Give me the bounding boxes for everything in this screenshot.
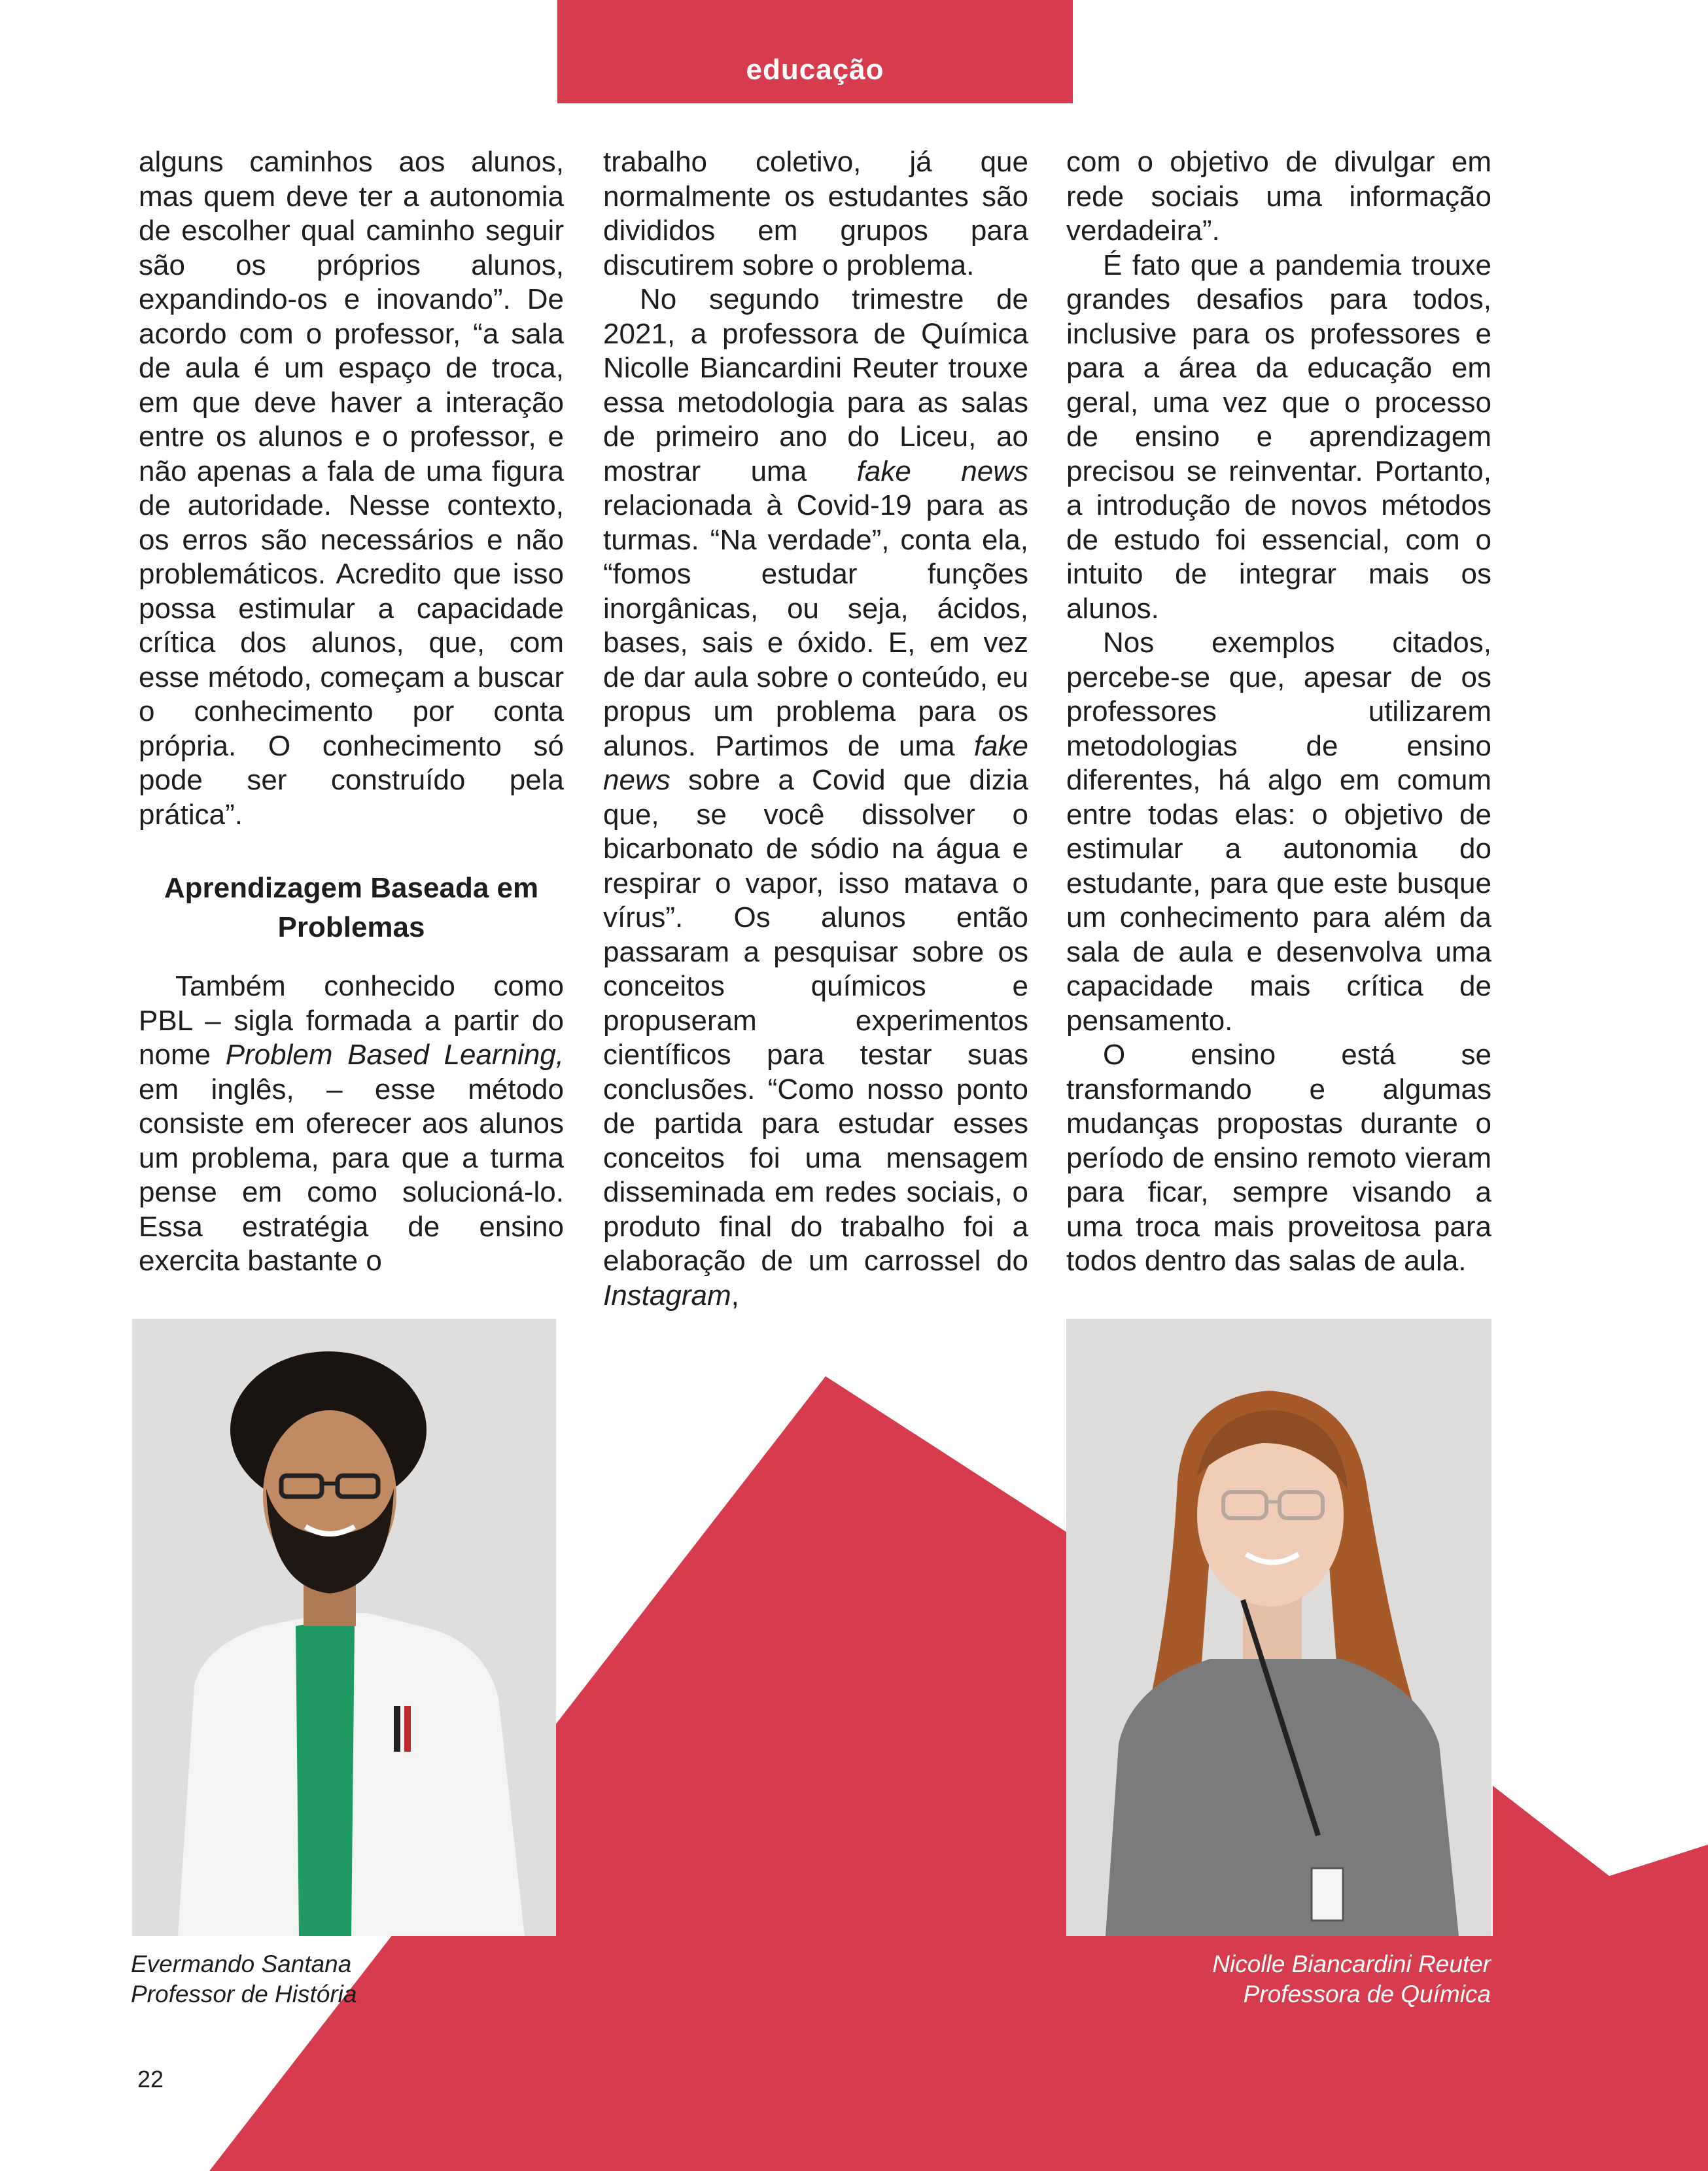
text-column-2: [603, 145, 1028, 1313]
paragraph: alguns caminhos aos alunos, mas quem deve ter a autonomia de escolher qual caminho seguir são os próprios alunos, expandindo-os e inovando”. De acordo com o professor, “a sala de aula é um espaço de troca, em que deve haver a interação entre os alunos e o professor, e não apenas a fala de uma figura de autoridade. Nesse contexto, os erros são necessários e não problemáticos. Acredito que isso possa estimular a capacidade crítica dos alunos, que, com esse método, começam a buscar o conhecimento por conta própria. O conhecimento só pode ser construído pela prática”.: [139, 146, 564, 831]
caption-role: Professora de Química: [1243, 1981, 1491, 2007]
paragraph: Também conhecido como PBL – sigla formada a partir do nome Problem Based Learning, em inglês, – esse método consiste em oferecer aos alunos um problema, para que a turma pense em como solucioná-lo. Essa estratégia de ensino exercita bastante o: [139, 970, 564, 1277]
photo-caption-right: [1212, 1949, 1491, 2009]
subheading: Aprendizagem Baseada em Problemas: [164, 872, 539, 943]
paragraph: com o objetivo de divulgar em rede sociais uma informação verdadeira”.: [1066, 146, 1491, 247]
caption-name: Evermando Santana: [131, 1951, 352, 1977]
paragraph: Nos exemplos citados, percebe-se que, apesar de os professores utilizarem metodologias de ensino diferentes, há algo em comum entre todas elas: o objetivo de estimular a autonomia do estudante, para que este busque um conhecimento para além da sala de aula e desenvolva uma capacidade mais crítica de pensamento.: [1066, 627, 1491, 1037]
paragraph: É fato que a pandemia trouxe grandes desafios para todos, inclusive para os professores e para a área da educação em geral, uma vez que o processo de ensino e aprendizagem precisou se reinventar. Portanto, a introdução de novos métodos de estudo foi essencial, com o intuito de integrar mais os alunos.: [1066, 249, 1491, 625]
paragraph: trabalho coletivo, já que normalmente os estudantes são divididos em grupos para discutirem sobre o problema.: [603, 146, 1028, 281]
text-column-3: [1066, 145, 1491, 1279]
section-label: educação: [746, 54, 884, 86]
photo-caption-left: [131, 1949, 357, 2009]
page-number: 22: [137, 2066, 164, 2093]
photo-evermando-santana: [132, 1319, 556, 1936]
caption-role: Professor de História: [131, 1981, 357, 2007]
section-tab: [557, 0, 1073, 103]
text-column-1: [139, 145, 564, 1279]
caption-name: Nicolle Biancardini Reuter: [1212, 1951, 1491, 1977]
photo-nicolle-biancardini-reuter: [1066, 1319, 1491, 1936]
paragraph: O ensino está se transformando e algumas mudanças propostas durante o período de ensino remoto vieram para ficar, sempre visando a uma troca mais proveitosa para todos dentro das salas de aula.: [1066, 1039, 1491, 1277]
paragraph: No segundo trimestre de 2021, a professora de Química Nicolle Biancardini Reuter trouxe essa metodologia para as salas de primeiro ano do Liceu, ao mostrar uma fake news relacionada à Covid-19 para as turmas. “Na verdade”, conta ela, “fomos estudar funções inorgânicas, ou seja, ácidos, bases, sais e óxido. E, em vez de dar aula sobre o conteúdo, eu propus um problema para os alunos. Partimos de uma fake news sobre a Covid que dizia que, se você dissolver o bicarbonato de sódio na água e respirar o vapor, isso matava o vírus”. Os alunos então passaram a pesquisar sobre os conceitos químicos e propuseram experimentos científicos para testar suas conclusões. “Como nosso ponto de partida para estudar esses conceitos foi uma mensagem disseminada em redes sociais, o produto final do trabalho foi a elaboração de um carrossel do Instagram,: [603, 283, 1029, 1311]
